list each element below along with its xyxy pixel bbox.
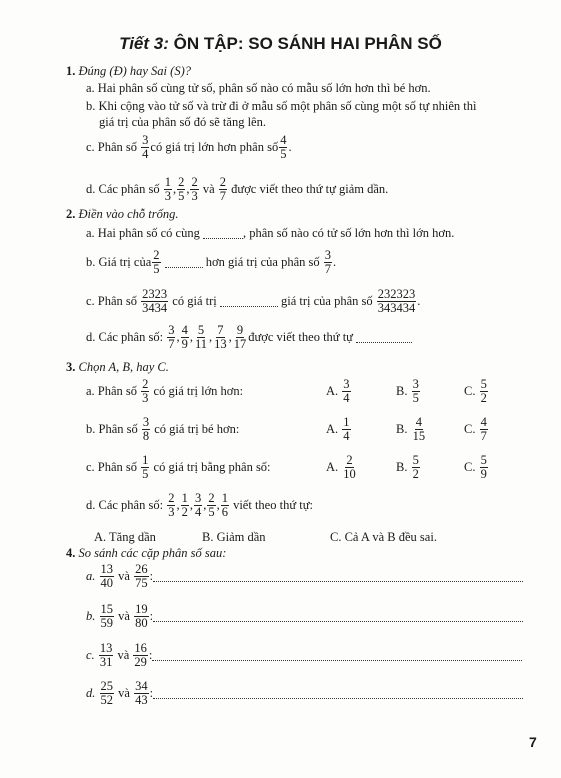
fraction: $\frac{7}{13}$ — [214, 323, 227, 351]
s4-item-d: d. $\frac{25}{52}$ và $\frac{34}{43}$ : — [86, 680, 523, 707]
s3-item-a: a. Phân số $\frac{2}{3}$ có giá trị lớn hơn: — [86, 377, 244, 405]
s2-item-c: c. Phân số $\frac{2323}{3434}$ có giá trị giá trị của phân số $\frac{232323}{343434}$ . — [86, 287, 421, 315]
fraction: $\frac{2}{3}$ — [142, 377, 149, 405]
blank[interactable] — [165, 257, 203, 268]
s3b-option-a[interactable]: A. $\frac{1}{4}$ — [326, 415, 350, 443]
s4-item-b: b. $\frac{15}{59}$ và $\frac{19}{80}$ : — [86, 603, 523, 630]
section-4-heading: 4. So sánh các cặp phân số sau: — [66, 546, 227, 560]
answer-line[interactable] — [153, 611, 523, 622]
fraction: $\frac{5}{11}$ — [194, 323, 207, 351]
s3c-option-b[interactable]: B. $\frac{5}{2}$ — [396, 453, 419, 481]
fraction: $\frac{13}{31}$ — [99, 641, 113, 669]
s3c-option-c[interactable]: C. $\frac{5}{9}$ — [464, 453, 487, 481]
answer-line[interactable] — [153, 688, 523, 699]
title-prefix: Tiết 3: — [119, 34, 169, 53]
s3-item-c: c. Phân số $\frac{1}{5}$ có giá trị bằng phân số: — [86, 453, 271, 481]
fraction: $\frac{3}{4}$ — [142, 133, 149, 161]
fraction: $\frac{2}{7}$ — [219, 175, 227, 203]
fraction: $\frac{1}{2}$ — [181, 491, 188, 519]
s2-item-b: b. Giá trị của $\frac{2}{5}$ hơn giá trị của phân số $\frac{3}{7}$ . — [86, 248, 337, 276]
answer-line[interactable] — [152, 650, 522, 661]
fraction: $\frac{1}{3}$ — [164, 175, 171, 203]
title-main: ÔN TẬP: SO SÁNH HAI PHÂN SỐ — [173, 34, 442, 53]
s1-item-b-line1: b. Khi cộng vào tử số và trừ đi ở mẫu số một phân số cùng một số tự nhiên thì — [86, 99, 477, 113]
s4-item-c: c. $\frac{13}{31}$ và $\frac{16}{29}$ : — [86, 642, 522, 669]
answer-line[interactable] — [153, 571, 523, 582]
page-title — [0, 34, 561, 54]
fraction: $\frac{1}{6}$ — [221, 491, 228, 519]
s1-item-a: a. Hai phân số cùng tử số, phân số nào có mẫu số lớn hơn thì bé hơn. — [86, 81, 431, 95]
blank[interactable] — [356, 332, 412, 343]
s3a-option-b[interactable]: B. $\frac{3}{5}$ — [396, 377, 419, 405]
s4-item-a: a. $\frac{13}{40}$ và $\frac{26}{75}$ : — [86, 563, 523, 590]
s1-item-d: d. Các phân số $\frac{1}{3}$ , $\frac{2}{5}$ , $\frac{2}{3}$ và $\frac{2}{7}$ được viết theo thứ tự giảm dần. — [86, 175, 389, 203]
fraction: $\frac{3}{7}$ — [168, 323, 175, 351]
s3a-option-a[interactable]: A. $\frac{3}{4}$ — [326, 377, 350, 405]
section-1-heading: 1. Đúng (Đ) hay Sai (S)? — [66, 64, 191, 78]
fraction: $\frac{3}{7}$ — [324, 248, 332, 276]
fraction: $\frac{26}{75}$ — [135, 562, 148, 590]
fraction: $\frac{232323}{343434}$ — [377, 287, 416, 315]
s3d-option-c[interactable]: C. Cả A và B đều sai. — [330, 530, 437, 544]
fraction: $\frac{16}{29}$ — [134, 641, 147, 669]
fraction: $\frac{25}{52}$ — [100, 679, 113, 707]
s3-item-b: b. Phân số $\frac{3}{8}$ có giá trị bé hơn: — [86, 415, 240, 443]
fraction: $\frac{2323}{3434}$ — [142, 287, 168, 315]
fraction: $\frac{19}{80}$ — [135, 602, 148, 630]
fraction: $\frac{4}{9}$ — [181, 323, 188, 351]
fraction: $\frac{34}{43}$ — [135, 679, 148, 707]
s1-item-c: c. Phân số $\frac{3}{4}$ có giá trị lớn hơn phân số $\frac{4}{5}$ . — [86, 133, 292, 161]
s3a-option-c[interactable]: C. $\frac{5}{2}$ — [464, 377, 487, 405]
s3-item-d: d. Các phân số: $\frac{2}{3}$ , $\frac{1}{2}$ , $\frac{3}{4}$ , $\frac{2}{5}$ , $\frac{1}{6}$ viết theo thứ tự: — [86, 491, 313, 519]
s2-item-d: d. Các phân số: $\frac{3}{7}$ , $\frac{4}{9}$ , $\frac{5}{11}$ , $\frac{7}{13}$ , $\frac{9}{17}$ được viết theo thứ tự — [86, 324, 412, 351]
fraction: $\frac{13}{40}$ — [100, 562, 113, 590]
fraction: $\frac{2}{5}$ — [208, 491, 215, 519]
section-3-heading: 3. Chọn A, B, hay C. — [66, 360, 169, 374]
fraction: $\frac{2}{5}$ — [153, 248, 160, 276]
fraction: $\frac{2}{3}$ — [191, 175, 198, 203]
s3b-option-b[interactable]: B. $\frac{4}{15}$ — [396, 415, 426, 443]
fraction: $\frac{3}{8}$ — [142, 415, 150, 443]
section-2-heading: 2. Điền vào chỗ trống. — [66, 207, 179, 221]
fraction: $\frac{3}{4}$ — [194, 491, 202, 519]
fraction: $\frac{9}{17}$ — [233, 323, 247, 351]
fraction: $\frac{2}{5}$ — [178, 175, 185, 203]
blank[interactable] — [203, 228, 243, 239]
s2-item-a: a. Hai phân số có cùng , phân số nào có tử số lớn hơn thì lớn hơn. — [86, 226, 455, 240]
page-number: 7 — [529, 734, 537, 750]
s3d-option-a[interactable]: A. Tăng dần — [94, 530, 156, 544]
s3b-option-c[interactable]: C. $\frac{4}{7}$ — [464, 415, 487, 443]
s3c-option-a[interactable]: A. $\frac{2}{10}$ — [326, 453, 356, 481]
s3d-option-b[interactable]: B. Giảm dần — [202, 530, 266, 544]
blank[interactable] — [220, 296, 278, 307]
fraction: $\frac{2}{3}$ — [168, 491, 175, 519]
fraction: $\frac{1}{5}$ — [142, 453, 149, 481]
fraction: $\frac{15}{59}$ — [100, 602, 113, 630]
s1-item-b-line2: giá trị của phân số đó sẽ tăng lên. — [99, 115, 266, 129]
fraction: $\frac{4}{5}$ — [280, 133, 287, 161]
